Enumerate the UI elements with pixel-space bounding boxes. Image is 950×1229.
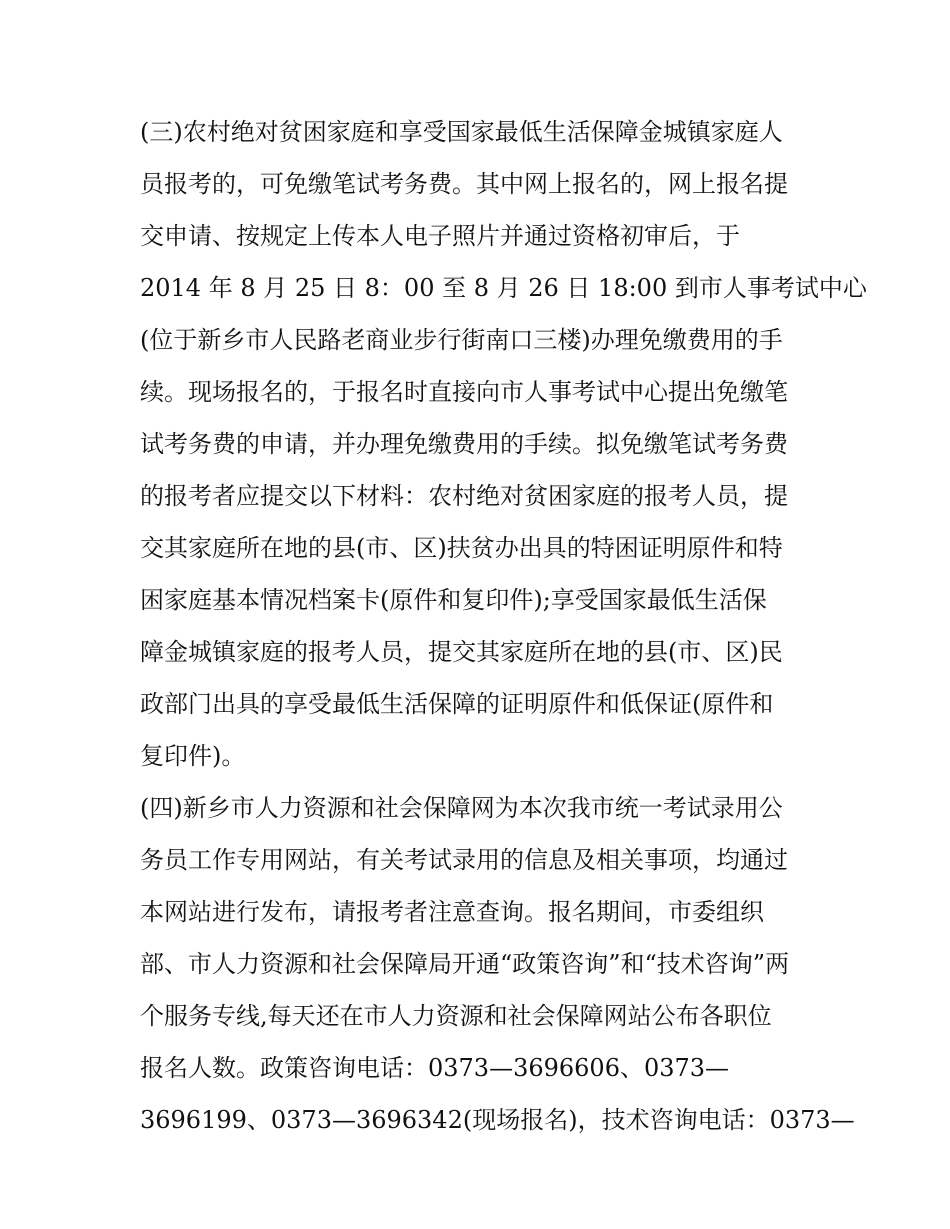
- paragraph-line: 务员工作专用网站，有关考试录用的信息及相关事项，均通过: [140, 846, 788, 874]
- paragraph-line: 交其家庭所在地的县(市、区)扶贫办出具的特困证明原件和特: [140, 534, 783, 562]
- paragraph-line: 交申请、按规定上传本人电子照片并通过资格初审后，于: [140, 222, 740, 250]
- paragraph-line: 3696199、0373—3696342(现场报名)，技术咨询电话：0373—: [140, 1106, 855, 1134]
- paragraph-line: 个服务专线,每天还在市人力资源和社会保障网站公布各职位: [140, 1002, 772, 1030]
- paragraph-line: 政部门出具的享受最低生活保障的证明原件和低保证(原件和: [140, 690, 774, 718]
- paragraph-line: 障金城镇家庭的报考人员，提交其家庭所在地的县(市、区)民: [140, 638, 783, 666]
- paragraph-line: 报名人数。政策咨询电话：0373—3696606、0373—: [140, 1054, 730, 1082]
- paragraph-line: 困家庭基本情况档案卡(原件和复印件);享受国家最低生活保: [140, 586, 767, 614]
- paragraph-line: (三)农村绝对贫困家庭和享受国家最低生活保障金城镇家庭人: [140, 118, 783, 146]
- paragraph-line: 复印件)。: [140, 742, 246, 770]
- paragraph-line: 2014 年 8 月 25 日 8：00 至 8 月 26 日 18:00 到市人事考试中心: [140, 274, 867, 302]
- paragraph-line: 续。现场报名的，于报名时直接向市人事考试中心提出免缴笔: [140, 378, 788, 406]
- paragraph-line: 本网站进行发布，请报考者注意查询。报名期间，市委组织: [140, 898, 764, 926]
- document-body: [140, 106, 867, 1146]
- paragraph-line: 员报考的，可免缴笔试考务费。其中网上报名的，网上报名提: [140, 170, 788, 198]
- paragraph-line: (位于新乡市人民路老商业步行街南口三楼)办理免缴费用的手: [140, 326, 783, 354]
- paragraph-line: 部、市人力资源和社会保障局开通“政策咨询”和“技术咨询”两: [140, 950, 790, 978]
- paragraph-line: (四)新乡市人力资源和社会保障网为本次我市统一考试录用公: [140, 794, 783, 822]
- paragraph-line: 的报考者应提交以下材料：农村绝对贫困家庭的报考人员，提: [140, 482, 788, 510]
- paragraph-line: 试考务费的申请，并办理免缴费用的手续。拟免缴笔试考务费: [140, 430, 788, 458]
